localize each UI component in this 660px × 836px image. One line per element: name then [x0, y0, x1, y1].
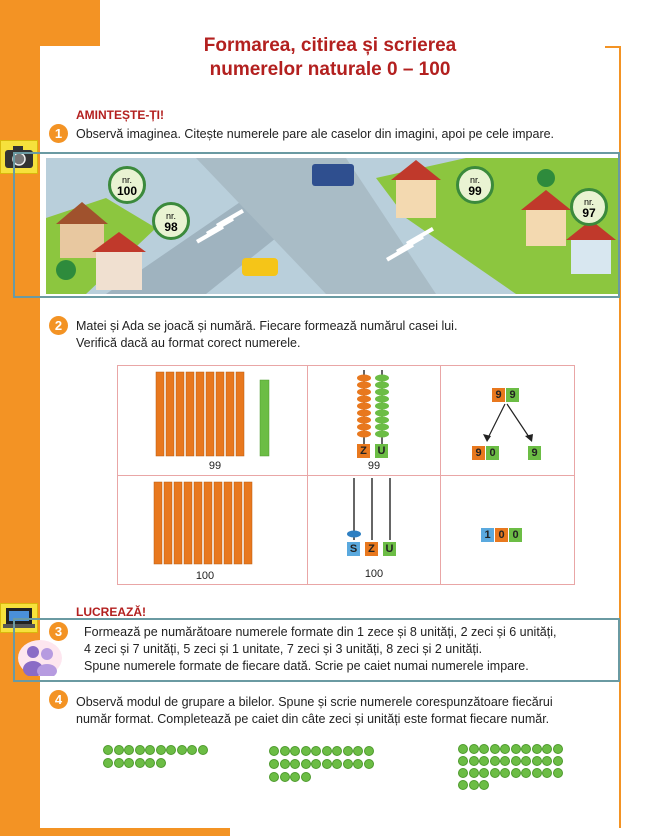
task-2-text: [76, 318, 457, 352]
abacus-label-tens: Z: [357, 444, 370, 458]
house-tag-99: nr. 99: [456, 166, 494, 204]
title-line-1: Formarea, citirea și scrierea: [203, 35, 457, 56]
task-4-line: număr format. Completează pe caiet din câte zeci și unități este format fiecare număr.: [76, 712, 550, 726]
page-side-bar: [0, 0, 40, 836]
cell-rods-99: [118, 366, 308, 476]
title-line-2: numerelor naturale 0 – 100: [209, 59, 451, 80]
cell-digits-100: [441, 476, 574, 584]
task-3-text: [84, 624, 556, 675]
abacus-label-units: U: [383, 542, 396, 556]
abacus-label-hundreds: S: [347, 542, 360, 556]
task-2-line: Verifică dacă au format corect numerele.: [76, 336, 301, 350]
cell-rods-100: [118, 476, 308, 584]
caption-100: 100: [195, 570, 215, 582]
task-1-line: Observă imaginea. Citește numerele pare ale caselor din imagini, apoi pe cele impare.: [76, 127, 555, 141]
bead-row: [458, 777, 490, 788]
bead-row: [458, 765, 563, 776]
caption-100: 100: [364, 568, 384, 580]
task-2-line: Matei și Ada se joacă și numără. Fiecare formează numărul casei lui.: [76, 319, 458, 333]
task-4-text: [76, 694, 553, 728]
caption-99: 99: [208, 460, 222, 472]
bead-row: [269, 769, 311, 780]
caption-99: 99: [367, 460, 381, 472]
task-3-line: Spune numerele formate de fiecare dată. Scrie pe caiet numai numerele impare.: [84, 659, 529, 673]
abacus-label-units: U: [375, 444, 388, 458]
task-4-line: Observă modul de grupare a bilelor. Spune și scrie numerele corespunzătoare fiecărui: [76, 695, 553, 709]
bead-row: [103, 742, 208, 753]
digit-tile: 9: [472, 446, 485, 460]
number-representation-table: [117, 365, 575, 585]
bead-row: [269, 743, 374, 754]
bead-row: [458, 753, 563, 764]
page-bottom-bar: [40, 828, 230, 836]
digit-tile: 0: [495, 528, 508, 542]
digit-tile: 0: [509, 528, 522, 542]
house-tag-100: nr. 100: [108, 166, 146, 204]
section-work-heading: LUCREAZĂ!: [76, 605, 146, 619]
bead-row: [458, 741, 563, 752]
task-4-number: 4: [49, 690, 68, 709]
section-remember-heading: AMINTEȘTE-ȚI!: [76, 108, 164, 122]
house-tag-97: nr. 97: [570, 188, 608, 226]
street-illustration: [46, 158, 618, 294]
task-1-number: 1: [49, 124, 68, 143]
task-3-line: 4 zeci și 7 unități, 5 zeci și 1 unitate, 7 zeci și 3 unități, 8 zeci și 2 unități.: [84, 642, 483, 656]
cell-decomposition-99: [441, 366, 574, 476]
task-3-number: 3: [49, 622, 68, 641]
bead-row: [103, 755, 166, 766]
house-tag-98: nr. 98: [152, 202, 190, 240]
cell-abacus-99: [308, 366, 441, 476]
task-1-text: [76, 126, 554, 143]
abacus-label-tens: Z: [365, 542, 378, 556]
digit-tile: 1: [481, 528, 494, 542]
cell-abacus-100: [308, 476, 441, 584]
bead-row: [269, 756, 374, 767]
digit-tile: 9: [492, 388, 505, 402]
page-title: [130, 34, 530, 82]
task-3-line: Formează pe numărătoare numerele formate din 1 zece și 8 unități, 2 zeci și 6 unități,: [84, 625, 557, 639]
digit-tile: 9: [506, 388, 519, 402]
digit-tile: 9: [528, 446, 541, 460]
digit-tile: 0: [486, 446, 499, 460]
children-icon: [18, 640, 62, 676]
task-2-number: 2: [49, 316, 68, 335]
